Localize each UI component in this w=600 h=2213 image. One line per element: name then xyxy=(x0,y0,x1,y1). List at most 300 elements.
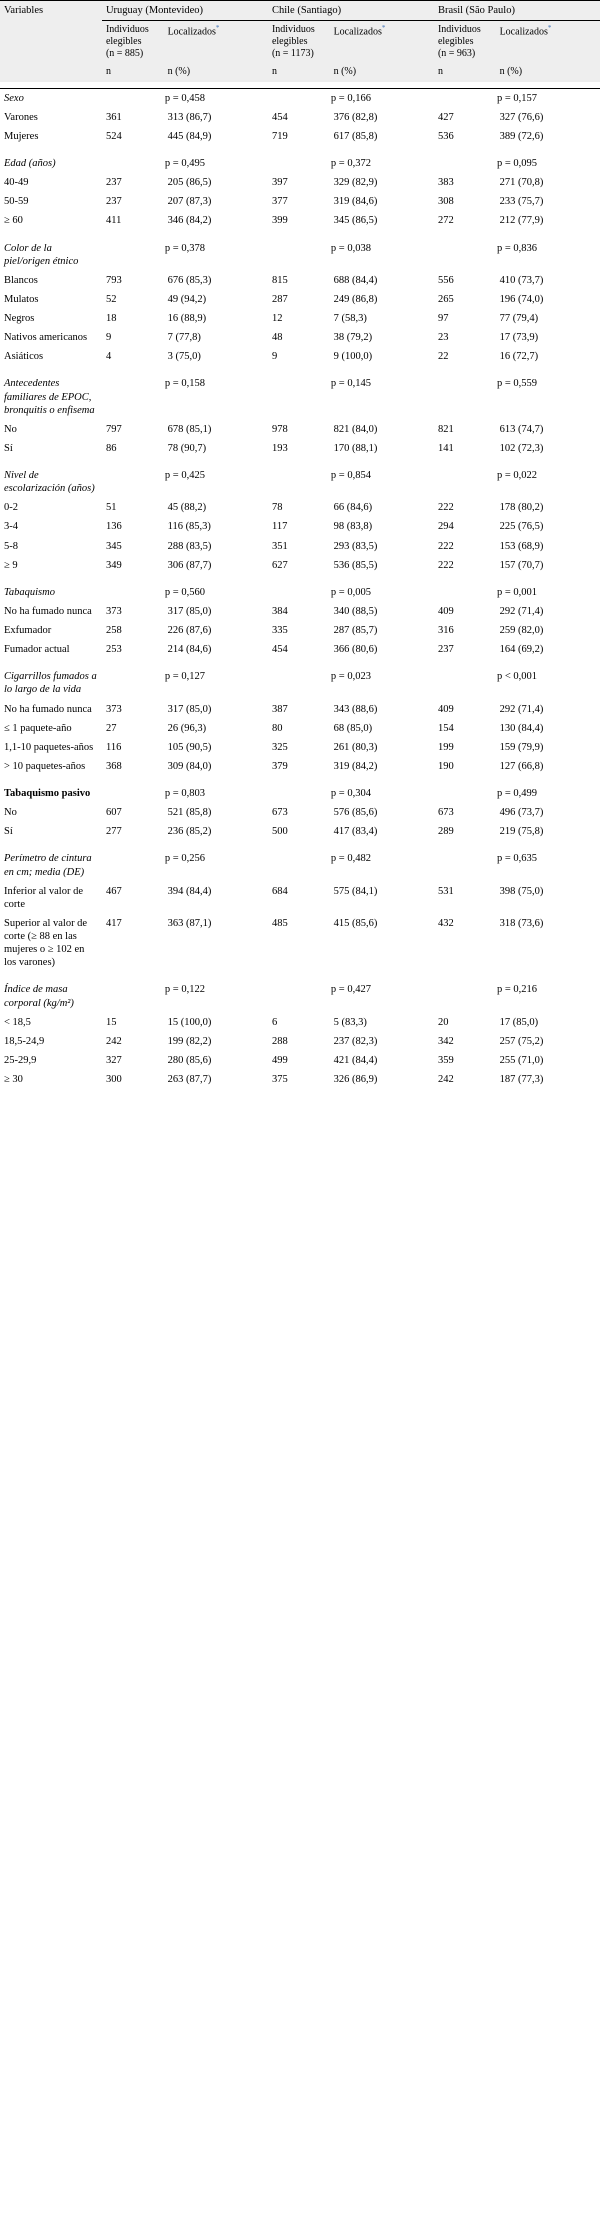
row-cell: 242 xyxy=(437,1074,454,1085)
pvalue-edad-2: p = 0,095 xyxy=(496,158,537,169)
row-cell: 66 (84,6) xyxy=(333,502,373,514)
row-cell: 313 (86,7) xyxy=(167,111,212,123)
section-label-color-piel: Color de la piel/origen étnico xyxy=(4,242,79,267)
row-cell: 421 (84,4) xyxy=(333,1054,378,1066)
row-cell: 340 (88,5) xyxy=(333,605,378,617)
row-cell: 4 xyxy=(105,351,112,363)
pvalue-sexo-2: p = 0,157 xyxy=(496,92,537,104)
row-label: Sí xyxy=(4,826,13,838)
row-cell: 18 xyxy=(105,313,117,324)
table-row xyxy=(0,1070,600,1089)
row-cell: 16 (88,9) xyxy=(167,313,207,324)
section-label-edad: Edad (años) xyxy=(4,158,56,169)
row-cell: 409 xyxy=(437,703,454,715)
pvalue-imc-2: p = 0,216 xyxy=(496,984,537,996)
pvalue-cigarrillos-0: p = 0,127 xyxy=(164,671,205,683)
header-sub-localized-uruguay xyxy=(164,21,268,64)
row-cell: 327 xyxy=(105,1054,122,1066)
pvalue-perimetro-1: p = 0,482 xyxy=(330,853,371,865)
row-label: Asiáticos xyxy=(4,351,44,363)
row-cell: 205 (86,5) xyxy=(167,177,212,189)
table-row xyxy=(0,173,600,192)
pvalue-antecedentes-2: p = 0,559 xyxy=(496,378,537,390)
row-cell: 287 xyxy=(271,293,288,305)
pvalue-cigarrillos-2: p < 0,001 xyxy=(496,671,537,683)
row-cell: 153 (68,9) xyxy=(499,540,544,552)
row-cell: 398 (75,0) xyxy=(499,885,544,897)
row-label: No xyxy=(4,807,17,819)
row-cell: 524 xyxy=(105,130,122,142)
row-cell: 292 (71,4) xyxy=(499,703,544,715)
row-cell: 102 (72,3) xyxy=(499,442,544,454)
row-cell: 485 xyxy=(271,917,288,929)
row-cell: 38 (79,2) xyxy=(333,332,373,344)
table-row xyxy=(0,420,600,439)
section-spacer xyxy=(0,776,600,784)
row-cell: 351 xyxy=(271,540,288,552)
pvalue-antecedentes-0: p = 0,158 xyxy=(164,378,205,390)
pvalue-perimetro-2: p = 0,635 xyxy=(496,853,537,865)
table-row xyxy=(0,498,600,517)
row-cell: 77 (79,4) xyxy=(499,313,539,324)
table-row xyxy=(0,602,600,621)
row-cell: 536 (85,5) xyxy=(333,559,378,571)
row-cell: 22 xyxy=(437,351,449,363)
row-label: 0-2 xyxy=(4,502,18,514)
row-cell: 373 xyxy=(105,703,122,715)
pvalue-tabaquismo-pasivo-0: p = 0,803 xyxy=(164,788,205,799)
row-cell: 3 (75,0) xyxy=(167,351,201,363)
row-label: Mulatos xyxy=(4,293,39,305)
row-cell: 361 xyxy=(105,111,122,123)
header-col-n-uruguay: n xyxy=(102,63,164,82)
section-header-row xyxy=(0,583,600,602)
pvalue-imc-0: p = 0,122 xyxy=(164,984,205,996)
row-cell: 15 (100,0) xyxy=(167,1016,212,1028)
row-cell: 116 (85,3) xyxy=(167,521,211,533)
pvalue-escolarizacion-2: p = 0,022 xyxy=(496,470,537,481)
row-cell: 141 xyxy=(437,442,454,454)
row-cell: 17 (85,0) xyxy=(499,1016,539,1028)
table-row xyxy=(0,757,600,776)
row-cell: 607 xyxy=(105,807,122,819)
row-cell: 263 (87,7) xyxy=(167,1074,212,1085)
row-cell: 26 (96,3) xyxy=(167,722,207,734)
row-label: 25-29,9 xyxy=(4,1054,37,1066)
row-cell: 293 (83,5) xyxy=(333,540,378,552)
row-label: Sí xyxy=(4,442,13,454)
table-row xyxy=(0,309,600,328)
table-row xyxy=(0,271,600,290)
pvalue-edad-0: p = 0,495 xyxy=(164,158,205,169)
row-cell: 678 (85,1) xyxy=(167,423,212,435)
row-cell: 316 xyxy=(437,625,454,636)
section-label-imc: Índice de masa corporal (kg/m²) xyxy=(4,984,74,1009)
table-row xyxy=(0,1032,600,1051)
header-group-uruguay: Uruguay (Montevideo) xyxy=(102,1,268,21)
row-cell: 556 xyxy=(437,274,454,286)
row-cell: 222 xyxy=(437,540,454,552)
footnote-marker-chile: * xyxy=(381,24,386,33)
header-col-pct-brasil: n (%) xyxy=(496,63,600,82)
header-sub-individuals-uruguay xyxy=(102,21,164,64)
row-cell: 417 xyxy=(105,917,122,929)
row-cell: 225 (76,5) xyxy=(499,521,544,533)
row-cell: 308 xyxy=(437,196,454,208)
row-cell: 255 (71,0) xyxy=(499,1054,544,1066)
header-col-pct-uruguay: n (%) xyxy=(164,63,268,82)
row-cell: 445 (84,9) xyxy=(167,130,212,142)
row-cell: 193 xyxy=(271,442,288,454)
table-row xyxy=(0,192,600,211)
row-cell: 288 (83,5) xyxy=(167,540,212,552)
row-cell: 575 (84,1) xyxy=(333,885,378,897)
row-cell: 309 (84,0) xyxy=(167,760,212,772)
table-row xyxy=(0,1013,600,1032)
label-individuos-elegibles-brasil: Individuos elegibles xyxy=(437,24,481,48)
label-n-uruguay: (n = 885) xyxy=(105,48,144,60)
row-cell: 684 xyxy=(271,885,288,897)
row-cell: 237 xyxy=(437,644,454,656)
footnote-marker-uruguay: * xyxy=(215,24,220,33)
row-cell: 214 (84,6) xyxy=(167,644,212,656)
table-header xyxy=(0,1,600,89)
row-cell: 187 (77,3) xyxy=(499,1074,544,1085)
pvalue-perimetro-0: p = 0,256 xyxy=(164,853,205,865)
section-label-escolarizacion: Nivel de escolarización (años) xyxy=(4,470,95,495)
row-cell: 170 (88,1) xyxy=(333,442,378,454)
row-cell: 5 (83,3) xyxy=(333,1016,367,1028)
row-cell: 17 (73,9) xyxy=(499,332,539,344)
table-row xyxy=(0,347,600,366)
table-row xyxy=(0,211,600,230)
row-cell: 116 xyxy=(105,741,122,753)
row-cell: 190 xyxy=(437,760,454,772)
table-row xyxy=(0,537,600,556)
section-header-row xyxy=(0,980,600,1012)
row-label: 40-49 xyxy=(4,177,29,189)
header-sub-individuals-brasil xyxy=(434,21,496,64)
row-cell: 157 (70,7) xyxy=(499,559,544,571)
row-cell: 978 xyxy=(271,423,288,435)
row-cell: 389 (72,6) xyxy=(499,130,544,142)
row-cell: 797 xyxy=(105,423,122,435)
row-cell: 499 xyxy=(271,1054,288,1066)
row-cell: 399 xyxy=(271,215,288,227)
section-spacer xyxy=(0,972,600,980)
row-cell: 821 xyxy=(437,423,454,435)
row-cell: 345 (86,5) xyxy=(333,215,378,227)
row-cell: 136 xyxy=(105,521,122,533)
row-cell: 815 xyxy=(271,274,288,286)
row-label: ≥ 30 xyxy=(4,1074,23,1085)
pvalue-sexo-0: p = 0,458 xyxy=(164,92,205,104)
pvalue-cigarrillos-1: p = 0,023 xyxy=(330,671,371,683)
pvalue-tabaquismo-2: p = 0,001 xyxy=(496,586,537,598)
section-spacer xyxy=(0,231,600,239)
row-cell: 409 xyxy=(437,605,454,617)
row-cell: 130 (84,4) xyxy=(499,722,544,734)
row-cell: 319 (84,6) xyxy=(333,196,378,208)
table-row xyxy=(0,719,600,738)
row-cell: 233 (75,7) xyxy=(499,196,544,208)
table-body xyxy=(0,88,600,1089)
row-cell: 242 xyxy=(105,1035,122,1047)
row-cell: 236 (85,2) xyxy=(167,826,212,838)
row-cell: 719 xyxy=(271,130,288,142)
row-cell: 342 xyxy=(437,1035,454,1047)
row-cell: 531 xyxy=(437,885,454,897)
row-cell: 613 (74,7) xyxy=(499,423,544,435)
table-row xyxy=(0,108,600,127)
row-label: 3-4 xyxy=(4,521,18,533)
row-label: Mujeres xyxy=(4,130,39,142)
row-cell: 237 (82,3) xyxy=(333,1035,378,1047)
row-cell: 23 xyxy=(437,332,449,344)
row-cell: 521 (85,8) xyxy=(167,807,212,819)
row-cell: 496 (73,7) xyxy=(499,807,544,819)
row-cell: 7 (77,8) xyxy=(167,332,201,344)
row-cell: 98 (83,8) xyxy=(333,521,373,533)
pvalue-tabaquismo-0: p = 0,560 xyxy=(164,586,205,598)
table-row xyxy=(0,290,600,309)
table-row xyxy=(0,621,600,640)
section-header-row xyxy=(0,154,600,173)
row-cell: 51 xyxy=(105,502,117,514)
row-cell: 368 xyxy=(105,760,122,772)
section-label-sexo: Sexo xyxy=(4,92,24,104)
row-cell: 159 (79,9) xyxy=(499,741,544,753)
row-label: > 10 paquetes-años xyxy=(4,760,86,772)
row-cell: 427 xyxy=(437,111,454,123)
row-cell: 319 (84,2) xyxy=(333,760,378,772)
row-cell: 377 xyxy=(271,196,288,208)
prevalence-table xyxy=(0,0,600,1089)
row-cell: 454 xyxy=(271,644,288,656)
pvalue-tabaquismo-1: p = 0,005 xyxy=(330,586,371,598)
row-cell: 306 (87,7) xyxy=(167,559,212,571)
row-label: ≥ 9 xyxy=(4,559,18,571)
row-cell: 335 xyxy=(271,625,288,636)
section-header-row xyxy=(0,88,600,108)
row-cell: 821 (84,0) xyxy=(333,423,378,435)
row-cell: 49 (94,2) xyxy=(167,293,207,305)
row-cell: 52 xyxy=(105,293,117,305)
label-individuos-elegibles-chile: Individuos elegibles xyxy=(271,24,315,48)
row-cell: 9 xyxy=(105,332,112,344)
row-cell: 48 xyxy=(271,332,283,344)
header-col-n-chile: n xyxy=(268,63,330,82)
table-row xyxy=(0,914,600,973)
section-label-tabaquismo: Tabaquismo xyxy=(4,586,55,598)
row-cell: 257 (75,2) xyxy=(499,1035,544,1047)
table-row xyxy=(0,439,600,458)
row-cell: 258 xyxy=(105,625,122,636)
table-row xyxy=(0,556,600,575)
table-row xyxy=(0,700,600,719)
label-localizados-uruguay: Localizados xyxy=(167,26,216,38)
pvalue-sexo-1: p = 0,166 xyxy=(330,92,371,104)
footnote-marker-brasil: * xyxy=(547,24,552,33)
pvalue-escolarizacion-0: p = 0,425 xyxy=(164,470,205,481)
header-sub-localized-chile xyxy=(330,21,434,64)
header-col-n-brasil: n xyxy=(434,63,496,82)
row-cell: 329 (82,9) xyxy=(333,177,378,189)
row-cell: 7 (58,3) xyxy=(333,313,367,324)
row-cell: 576 (85,6) xyxy=(333,807,378,819)
row-label: Negros xyxy=(4,313,35,324)
section-spacer xyxy=(0,575,600,583)
row-cell: 78 (90,7) xyxy=(167,442,207,454)
row-cell: 346 (84,2) xyxy=(167,215,212,227)
row-cell: 343 (88,6) xyxy=(333,703,378,715)
row-cell: 673 xyxy=(437,807,454,819)
row-cell: 292 (71,4) xyxy=(499,605,544,617)
section-spacer xyxy=(0,146,600,154)
section-header-row xyxy=(0,374,600,419)
row-cell: 237 xyxy=(105,196,122,208)
row-label: Blancos xyxy=(4,274,38,286)
row-cell: 432 xyxy=(437,917,454,929)
row-cell: 97 xyxy=(437,313,449,324)
row-cell: 375 xyxy=(271,1074,288,1085)
row-cell: 415 (85,6) xyxy=(333,917,378,929)
row-cell: 688 (84,4) xyxy=(333,274,378,286)
row-label: < 18,5 xyxy=(4,1016,31,1028)
row-cell: 379 xyxy=(271,760,288,772)
row-cell: 349 xyxy=(105,559,122,571)
pvalue-edad-1: p = 0,372 xyxy=(330,158,371,169)
row-cell: 27 xyxy=(105,722,117,734)
row-cell: 500 xyxy=(271,826,288,838)
table-row xyxy=(0,803,600,822)
row-cell: 164 (69,2) xyxy=(499,644,544,656)
row-label: 1,1-10 paquetes-años xyxy=(4,741,94,753)
header-group-chile: Chile (Santiago) xyxy=(268,1,434,21)
section-header-row xyxy=(0,466,600,498)
row-cell: 376 (82,8) xyxy=(333,111,378,123)
row-cell: 318 (73,6) xyxy=(499,917,544,929)
row-cell: 387 xyxy=(271,703,288,715)
section-label-cigarrillos: Cigarrillos fumados a lo largo de la vida xyxy=(4,671,97,696)
row-cell: 617 (85,8) xyxy=(333,130,378,142)
row-cell: 536 xyxy=(437,130,454,142)
pvalue-tabaquismo-pasivo-2: p = 0,499 xyxy=(496,788,537,799)
row-cell: 277 xyxy=(105,826,122,838)
row-cell: 411 xyxy=(105,215,122,227)
row-cell: 394 (84,4) xyxy=(167,885,212,897)
row-cell: 280 (85,6) xyxy=(167,1054,212,1066)
label-localizados-brasil: Localizados xyxy=(499,26,548,38)
row-cell: 793 xyxy=(105,274,122,286)
table-row xyxy=(0,127,600,146)
row-cell: 317 (85,0) xyxy=(167,703,212,715)
row-cell: 383 xyxy=(437,177,454,189)
row-cell: 86 xyxy=(105,442,117,454)
row-cell: 326 (86,9) xyxy=(333,1074,378,1085)
pvalue-color-piel-1: p = 0,038 xyxy=(330,242,371,254)
row-label: Superior al valor de corte (≥ 88 en las mujeres o ≥ 102 en los varones) xyxy=(4,917,88,969)
label-n-chile: (n = 1173) xyxy=(271,48,314,60)
table-row xyxy=(0,738,600,757)
row-cell: 68 (85,0) xyxy=(333,722,373,734)
row-cell: 226 (87,6) xyxy=(167,625,212,636)
section-spacer xyxy=(0,841,600,849)
row-cell: 15 xyxy=(105,1016,117,1028)
table-row xyxy=(0,882,600,914)
table-row xyxy=(0,517,600,536)
row-cell: 9 (100,0) xyxy=(333,351,373,363)
row-label: ≥ 60 xyxy=(4,215,23,227)
row-cell: 20 xyxy=(437,1016,449,1028)
section-label-antecedentes: Antecedentes familiares de EPOC, bronquitis o enfisema xyxy=(4,378,95,416)
section-header-row xyxy=(0,784,600,803)
header-col-pct-chile: n (%) xyxy=(330,63,434,82)
row-cell: 199 xyxy=(437,741,454,753)
row-cell: 345 xyxy=(105,540,122,552)
row-cell: 673 xyxy=(271,807,288,819)
pvalue-color-piel-0: p = 0,378 xyxy=(164,242,205,254)
row-label: Exfumador xyxy=(4,625,52,636)
row-label: 5-8 xyxy=(4,540,18,552)
row-cell: 271 (70,8) xyxy=(499,177,544,189)
row-cell: 288 xyxy=(271,1035,288,1047)
header-group-brasil: Brasil (São Paulo) xyxy=(434,1,600,21)
row-cell: 222 xyxy=(437,559,454,571)
row-cell: 80 xyxy=(271,722,283,734)
row-label: Fumador actual xyxy=(4,644,70,656)
label-localizados-chile: Localizados xyxy=(333,26,382,38)
row-cell: 467 xyxy=(105,885,122,897)
row-cell: 219 (75,8) xyxy=(499,826,544,838)
section-spacer xyxy=(0,458,600,466)
row-cell: 199 (82,2) xyxy=(167,1035,212,1047)
row-label: Inferior al valor de corte xyxy=(4,885,84,910)
row-cell: 261 (80,3) xyxy=(333,741,378,753)
row-label: Varones xyxy=(4,111,38,123)
section-spacer xyxy=(0,659,600,667)
row-cell: 287 (85,7) xyxy=(333,625,378,636)
pvalue-imc-1: p = 0,427 xyxy=(330,984,371,996)
section-spacer xyxy=(0,366,600,374)
pvalue-tabaquismo-pasivo-1: p = 0,304 xyxy=(330,788,371,799)
row-cell: 454 xyxy=(271,111,288,123)
row-label: 18,5-24,9 xyxy=(4,1035,45,1047)
row-cell: 12 xyxy=(271,313,283,324)
row-cell: 359 xyxy=(437,1054,454,1066)
row-label: No xyxy=(4,423,17,435)
row-cell: 6 xyxy=(271,1016,278,1028)
row-label: ≤ 1 paquete-año xyxy=(4,722,72,734)
header-variables: Variables xyxy=(0,1,102,82)
row-cell: 366 (80,6) xyxy=(333,644,378,656)
row-cell: 117 xyxy=(271,521,288,533)
table-row xyxy=(0,328,600,347)
row-cell: 373 xyxy=(105,605,122,617)
table-row xyxy=(0,822,600,841)
section-label-tabaquismo-pasivo: Tabaquismo pasivo xyxy=(4,788,91,799)
row-cell: 237 xyxy=(105,177,122,189)
row-cell: 127 (66,8) xyxy=(499,760,544,772)
row-cell: 272 xyxy=(437,215,454,227)
row-cell: 259 (82,0) xyxy=(499,625,544,636)
row-cell: 253 xyxy=(105,644,122,656)
row-label: No ha fumado nunca xyxy=(4,703,92,715)
row-cell: 105 (90,5) xyxy=(167,741,212,753)
pvalue-antecedentes-1: p = 0,145 xyxy=(330,378,371,390)
row-cell: 178 (80,2) xyxy=(499,502,544,514)
label-n-brasil: (n = 963) xyxy=(437,48,476,60)
